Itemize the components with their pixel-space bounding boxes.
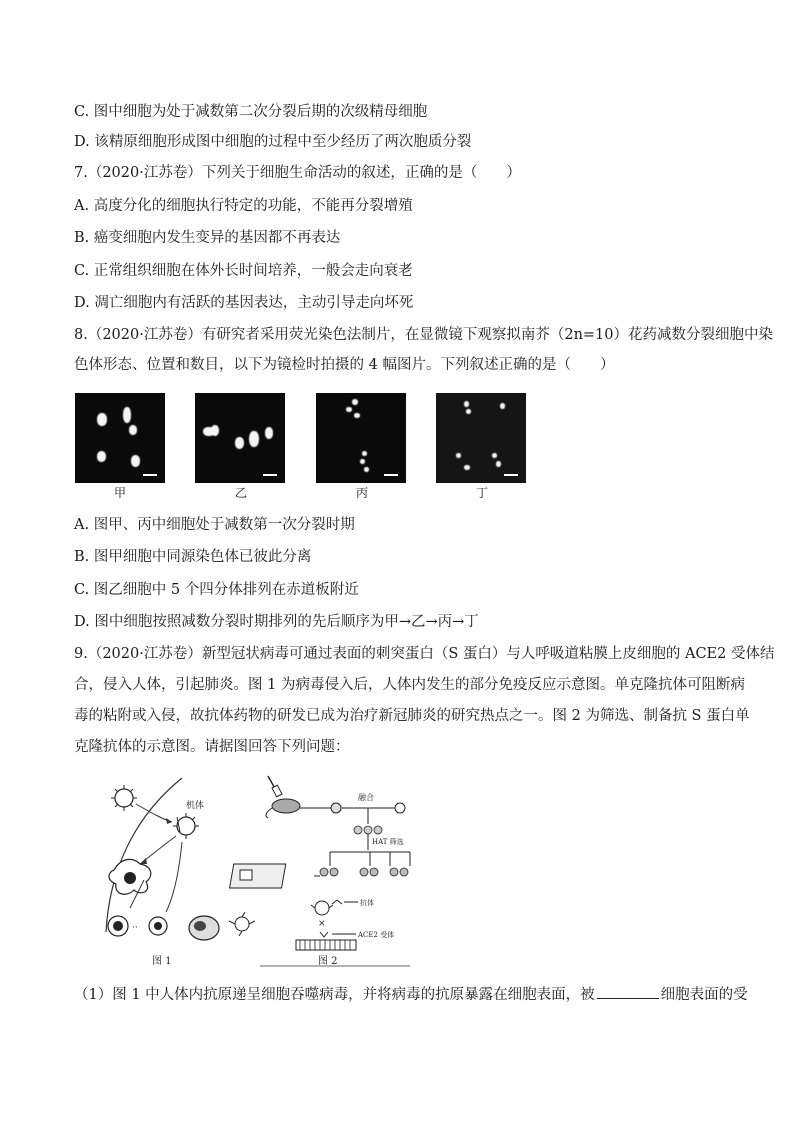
line-option-c: C. 图中细胞为处于减数第二次分裂后期的次级精母细胞	[74, 104, 428, 120]
ace2-label: ACE2 受体	[358, 931, 395, 939]
q8-option-b: B. 图甲细胞中同源染色体已彼此分离	[74, 549, 312, 565]
micrograph-label-ding: 丁	[476, 486, 489, 500]
question-9-sub1	[74, 984, 748, 1005]
body-label: 机体	[186, 801, 205, 811]
micrograph-jia	[75, 393, 165, 483]
question-9-line3: 毒的粘附或入侵，故抗体药物的研发已成为治疗新冠肺炎的研究热点之一。图 2 为筛选、制备抗 S 蛋白单	[74, 708, 750, 724]
q8-option-c: C. 图乙细胞中 5 个四分体排列在赤道板附近	[74, 582, 359, 598]
answer-blank[interactable]	[597, 984, 659, 999]
line-option-d: D. 该精原细胞形成图中细胞的过程中至少经历了两次胞质分裂	[74, 134, 472, 150]
svg-text:×: ×	[318, 919, 326, 929]
question-7: 7.（2020·江苏卷）下列关于细胞生命活动的叙述，正确的是（ ）	[74, 165, 521, 181]
question-8-line1: 8.（2020·江苏卷）有研究者采用荧光染色法制片，在显微镜下观察拟南芥（2n=10）花药减数分裂细胞中染	[74, 327, 774, 343]
q7-option-b: B. 癌变细胞内发生变异的基因都不再表达	[74, 230, 341, 246]
fusion-label: 融合	[358, 793, 374, 802]
question-9-line2: 合，侵入人体，引起肺炎。图 1 为病毒侵入后，人体内发生的部分免疫反应示意图。单克隆抗体可阻断病	[74, 677, 745, 693]
micrograph-yi	[195, 393, 285, 483]
q7-option-a: A. 高度分化的细胞执行特定的功能，不能再分裂增殖	[74, 198, 413, 214]
question-9-line1: 9.（2020·江苏卷）新型冠状病毒可通过表面的刺突蛋白（S 蛋白）与人呼吸道粘膜上皮细胞的 ACE2 受体结	[74, 646, 775, 662]
micrograph-bing	[316, 393, 406, 483]
question-8-line2: 色体形态、位置和数目，以下为镜检时拍摄的 4 幅图片。下列叙述正确的是（ ）	[74, 357, 615, 373]
micrograph-ding	[436, 393, 526, 483]
q8-option-d: D. 图中细胞按照减数分裂时期排列的先后顺序为甲→乙→丙→丁	[74, 614, 479, 630]
fig2-caption: 图 2	[318, 956, 338, 967]
q7-option-c: C. 正常组织细胞在体外长时间培养，一般会走向衰老	[74, 263, 413, 279]
question-9-line4: 克隆抗体的示意图。请据图回答下列问题：	[74, 739, 350, 755]
sub1-text-b: 细胞表面的受	[660, 987, 748, 1003]
q7-option-d: D. 凋亡细胞内有活跃的基因表达，主动引导走向坏死	[74, 295, 414, 311]
immune-figure	[100, 772, 440, 968]
sub1-text-a: （1）图 1 中人体内抗原递呈细胞吞噬病毒，并将病毒的抗原暴露在细胞表面，被	[74, 987, 595, 1003]
micrograph-label-yi: 乙	[235, 486, 248, 500]
hat-label: HAT 筛选	[372, 838, 404, 846]
q8-option-a: A. 图甲、丙中细胞处于减数第一次分裂时期	[74, 517, 355, 533]
micrograph-label-jia: 甲	[114, 486, 127, 500]
fig1-caption: 图 1	[152, 956, 172, 967]
micrograph-label-bing: 丙	[356, 486, 369, 500]
svg-text:··: ··	[132, 923, 138, 933]
antibody-label: 抗体	[360, 899, 374, 907]
